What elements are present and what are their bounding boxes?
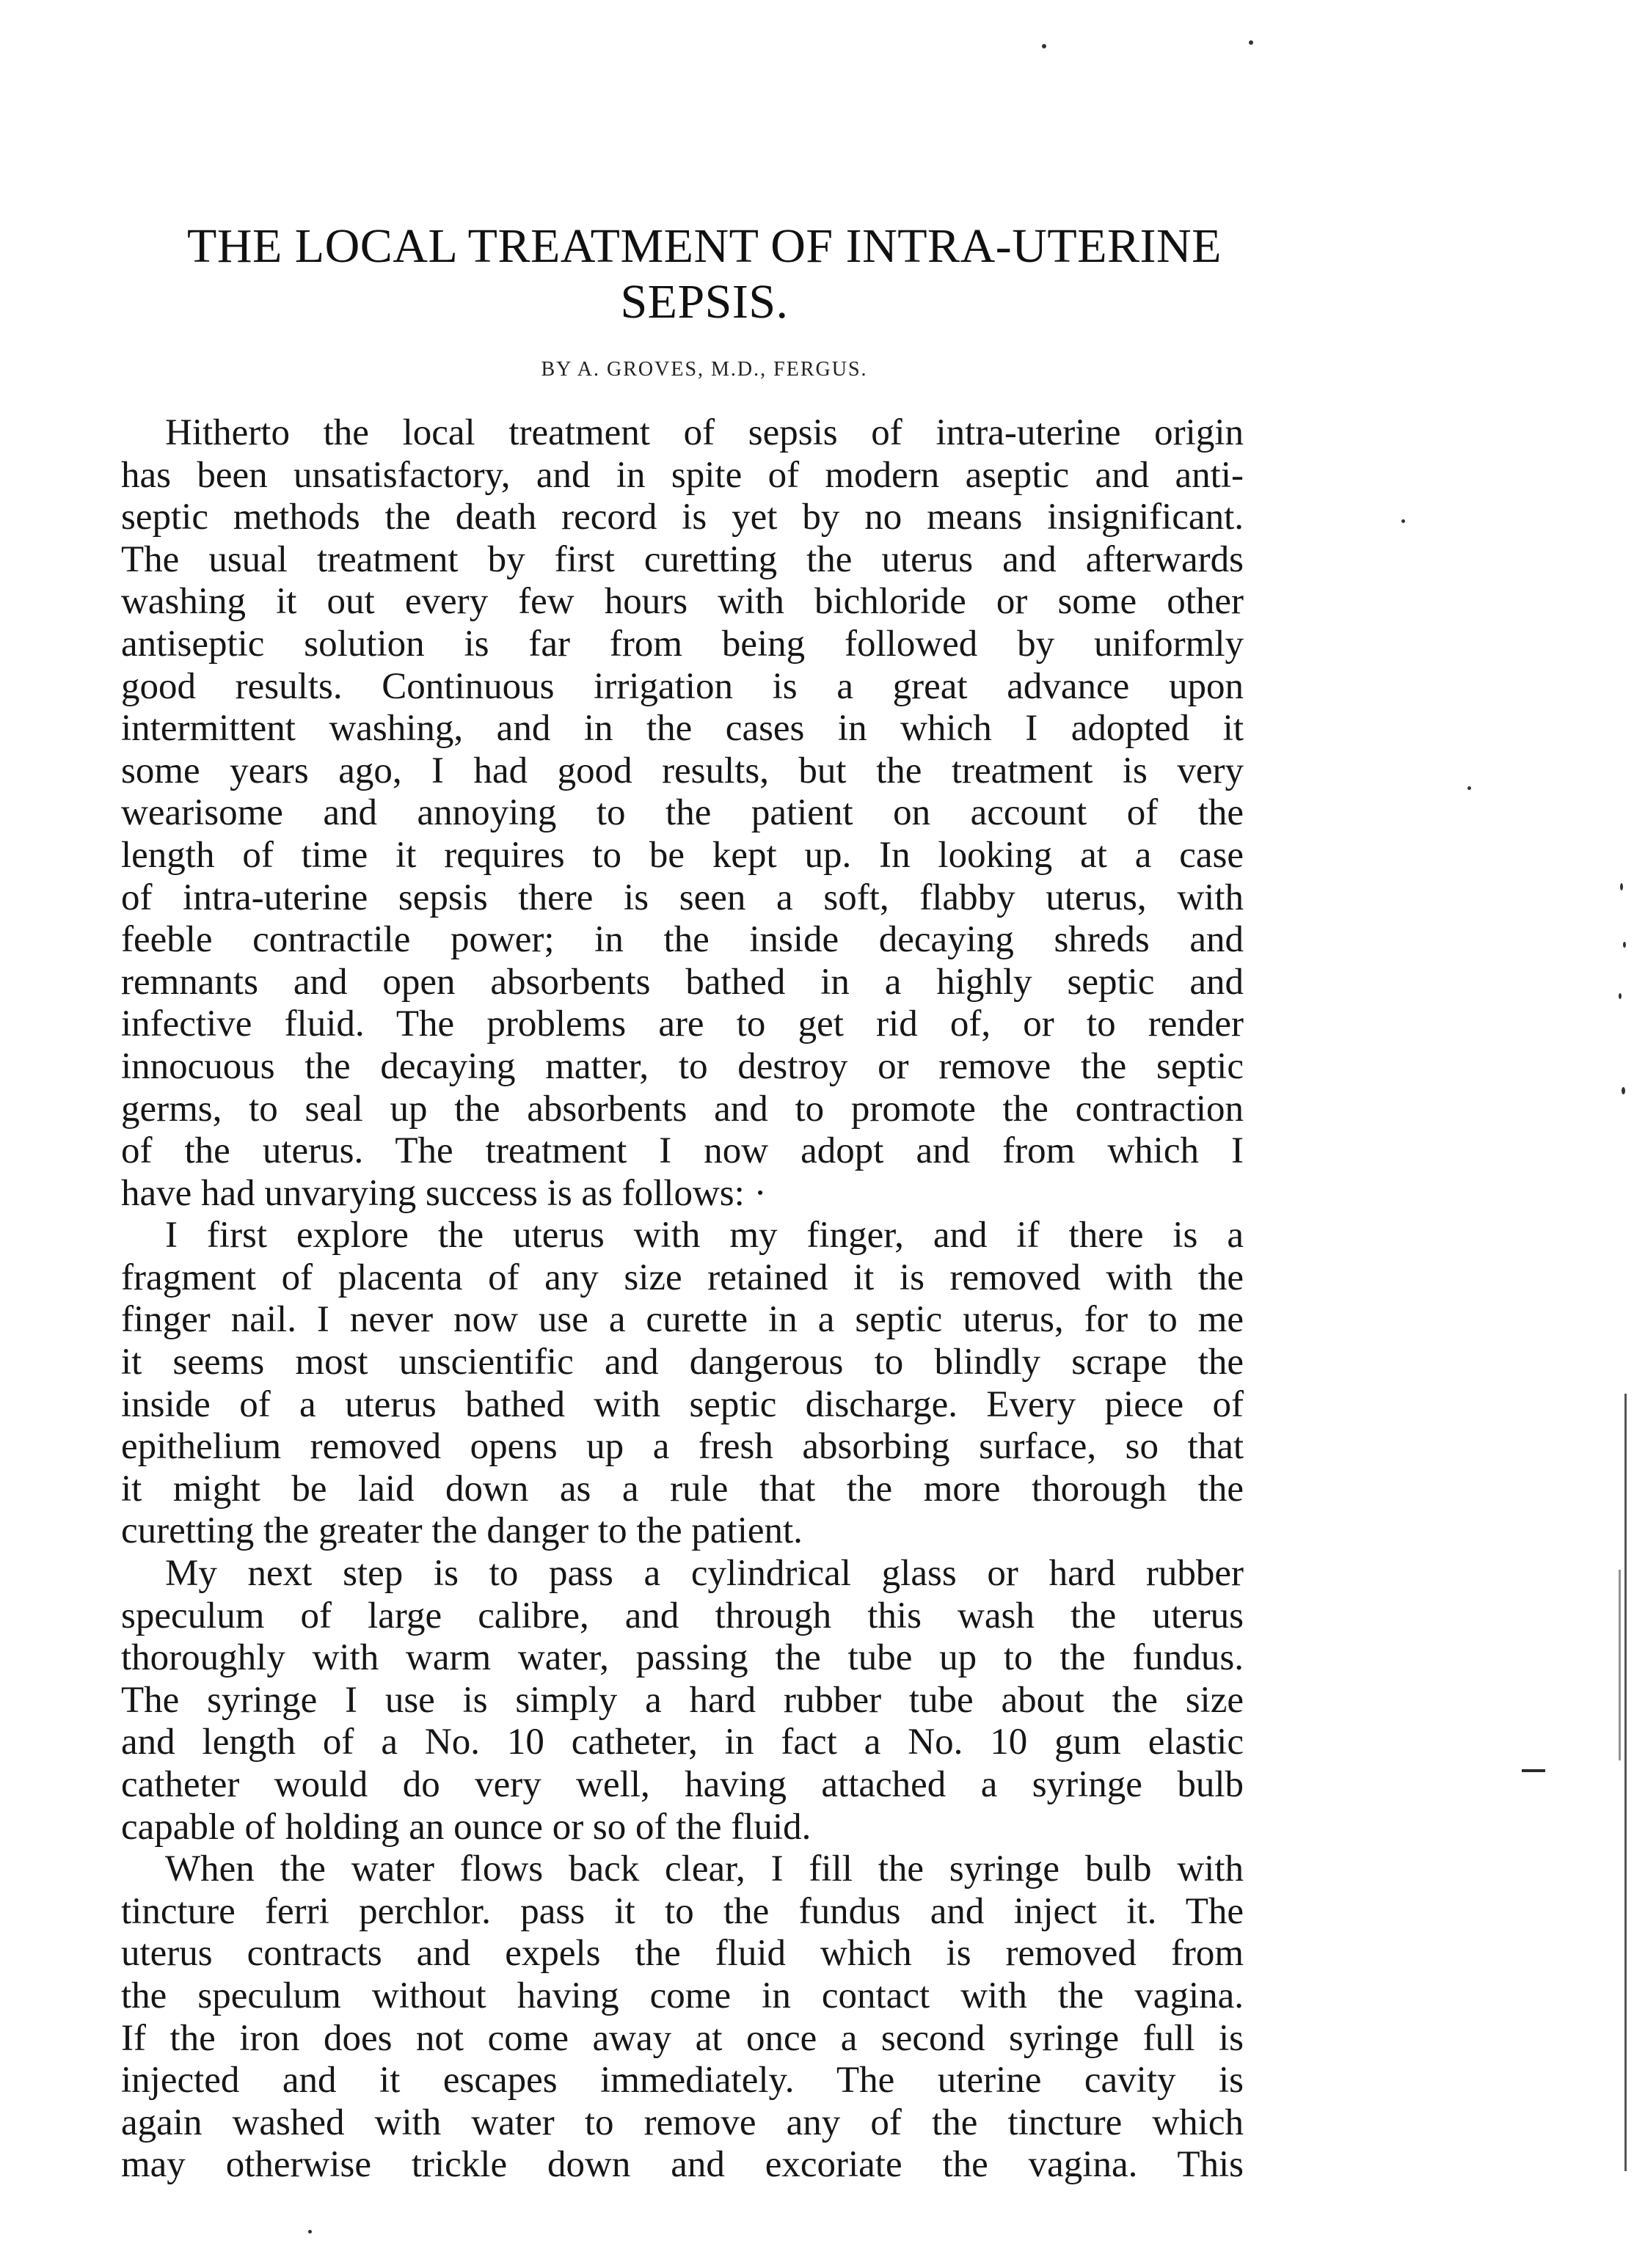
article-line: of the uterus. The treatment I now adopt and from which I: [121, 1130, 1244, 1172]
scan-speck: [1619, 993, 1622, 999]
scan-edge-line: [1619, 1570, 1621, 1760]
scan-edge-line: [1624, 1394, 1627, 2171]
article-title-line-2: SEPSIS.: [620, 275, 789, 329]
scan-speck: [1401, 519, 1405, 523]
article-line: speculum of large calibre, and through this wash the uterus: [121, 1595, 1244, 1636]
article-line: Hitherto the local treatment of sepsis of intra-uterine origin: [165, 412, 1244, 453]
article-line: some years ago, I had good results, but the treatment is very: [121, 750, 1244, 791]
article-line: catheter would do very well, having attached a syringe bulb: [121, 1764, 1244, 1805]
article-line: good results. Continuous irrigation is a great advance upon: [121, 665, 1244, 707]
article-body: [121, 412, 1244, 2187]
scan-speck: [1620, 883, 1623, 890]
scan-speck: [1042, 44, 1046, 48]
scan-speck: [1622, 1087, 1625, 1094]
article-line: uterus contracts and expels the fluid which is removed from: [121, 1933, 1244, 1975]
article-line: wearisome and annoying to the patient on account of the: [121, 792, 1244, 834]
article-line: it seems most unscientific and dangerous to blindly scrape the: [121, 1342, 1244, 1383]
article-line: length of time it requires to be kept up. In looking at a case: [121, 834, 1244, 876]
article-line: feeble contractile power; in the inside decaying shreds and: [121, 919, 1244, 961]
article-line: has been unsatisfactory, and in spite of modern aseptic and anti-: [121, 454, 1244, 496]
scan-speck: [1249, 40, 1253, 45]
article-line: the speculum without having come in contact with the vagina.: [121, 1975, 1244, 2016]
article-line: fragment of placenta of any size retained it is removed with the: [121, 1256, 1244, 1298]
article-line: innocuous the decaying matter, to destroy or remove the septic: [121, 1045, 1244, 1087]
article-line: antiseptic solution is far from being followed by uniformly: [121, 623, 1244, 665]
scan-speck: [308, 2230, 312, 2234]
article-line: again washed with water to remove any of the tincture which: [121, 2101, 1244, 2143]
article-line: and length of a No. 10 catheter, in fact a No. 10 gum elastic: [121, 1722, 1244, 1763]
article-line: When the water flows back clear, I fill the syringe bulb with: [165, 1848, 1244, 1890]
article-line: may otherwise trickle down and excoriate the vagina. This: [121, 2144, 1244, 2186]
article-line: The usual treatment by first curetting the uterus and afterwards: [121, 538, 1244, 580]
article-line: tincture ferri perchlor. pass it to the fundus and inject it. The: [121, 1890, 1244, 1932]
article-line: I first explore the uterus with my finger, and if there is a: [165, 1215, 1244, 1256]
scan-speck: [1467, 786, 1471, 790]
article-title-line-1: THE LOCAL TREATMENT OF INTRA-UTERINE: [187, 219, 1222, 273]
article-line: germs, to seal up the absorbents and to promote the contraction: [121, 1088, 1244, 1130]
article-line: The syringe I use is simply a hard rubber tube about the size: [121, 1679, 1244, 1721]
article-byline: BY A. GROVES, M.D., FERGUS.: [541, 358, 868, 381]
article-line: septic methods the death record is yet by no means insignificant.: [121, 497, 1244, 538]
article-line: of intra-uterine sepsis there is seen a soft, flabby uterus, with: [121, 877, 1244, 918]
article-line: washing it out every few hours with bichloride or some other: [121, 581, 1244, 623]
article-line: injected and it escapes immediately. The uterine cavity is: [121, 2060, 1244, 2101]
article-line: thoroughly with warm water, passing the tube up to the fundus.: [121, 1637, 1244, 1679]
scan-speck: [1623, 942, 1626, 948]
article-line: have had unvarying success is as follows: ·: [121, 1172, 767, 1214]
article-line: remnants and open absorbents bathed in a highly septic and: [121, 961, 1244, 1003]
article-line: it might be laid down as a rule that the more thorough the: [121, 1468, 1244, 1510]
article-line: My next step is to pass a cylindrical glass or hard rubber: [165, 1553, 1244, 1595]
article-line: infective fluid. The problems are to get rid of, or to render: [121, 1003, 1244, 1045]
article-line: intermittent washing, and in the cases in which I adopted it: [121, 708, 1244, 750]
article-line: curetting the greater the danger to the patient.: [121, 1510, 803, 1552]
article-line: capable of holding an ounce or so of the fluid.: [121, 1806, 811, 1848]
article-line: If the iron does not come away at once a second syringe full is: [121, 2017, 1244, 2059]
article-line: finger nail. I never now use a curette in a septic uterus, for to me: [121, 1299, 1244, 1341]
article-line: inside of a uterus bathed with septic discharge. Every piece of: [121, 1383, 1244, 1425]
margin-dash: [1522, 1769, 1545, 1772]
article-line: epithelium removed opens up a fresh absorbing surface, so that: [121, 1426, 1244, 1468]
